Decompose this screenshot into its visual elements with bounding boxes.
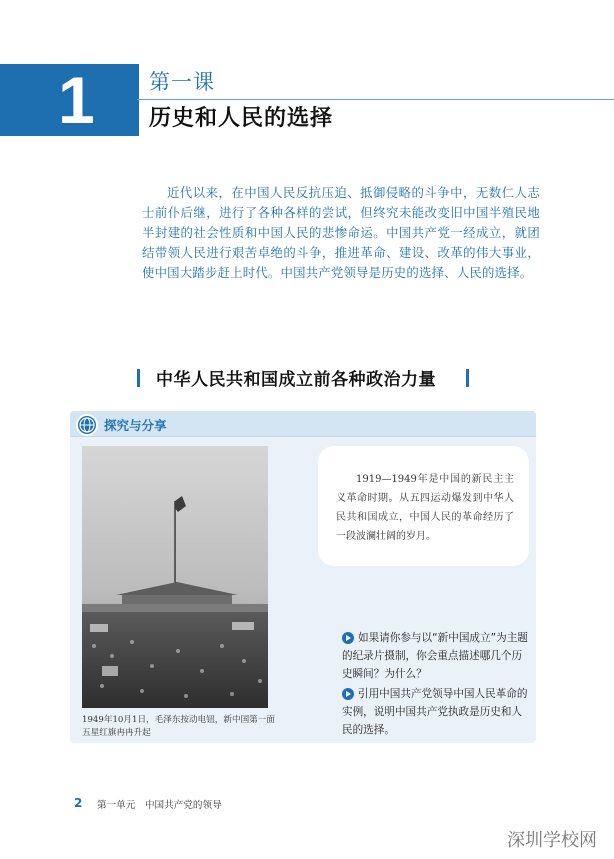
note-text: 1919—1949年是中国的新民主主义革命时期。从五四运动爆发到中华人民共和国成立，中国人民的革命经历了一段波澜壮阔的岁月。 xyxy=(336,474,514,542)
section-heading-right-bar xyxy=(466,369,469,387)
intro-paragraph: 近代以来，在中国人民反抗压迫、抵御侵略的斗争中，无数仁人志士前仆后继，进行了各种各样的尝试，但终究未能改变旧中国半殖民地半封建的社会性质和中国人民的悲惨命运。中国共产党一经成立，就团结带领人民进行艰苦卓绝的斗争，推进革命、建设、改革的伟大事业，使中国大踏步赶上时代。中国共产党领导是历史的选择、人民的选择。 xyxy=(142,185,540,280)
header-divider xyxy=(137,99,614,100)
explore-label: 探究与分享 xyxy=(104,418,167,433)
page-title: 历史和人民的选择 xyxy=(149,106,334,131)
lesson-number: 1 xyxy=(58,63,95,137)
globe-icon xyxy=(76,414,98,436)
question-1: 如果请你参与以“新中国成立”为主题的纪录片摄制，你会重点描述哪几个历史瞬间？为什么？ xyxy=(342,632,528,680)
watermark: 深圳学校网 xyxy=(507,830,597,851)
page-number: 2 xyxy=(74,796,83,810)
lesson-kicker: 第一课 xyxy=(149,70,215,94)
question-2: 引用中国共产党领导中国人民革命的实例，说明中国共产党执政是历史和人民的选择。 xyxy=(342,688,528,736)
unit-title: 第一单元 中国共产党的领导 xyxy=(97,800,222,811)
section-heading-left-bar xyxy=(137,369,140,387)
lesson-band-edge xyxy=(136,64,139,136)
photo-caption: 1949年10月1日，毛泽东按动电钮，新中国第一面五星红旗冉冉升起 xyxy=(82,715,275,738)
section-heading: 中华人民共和国成立前各种政治力量 xyxy=(156,370,436,390)
founding-ceremony-photo xyxy=(82,446,268,708)
